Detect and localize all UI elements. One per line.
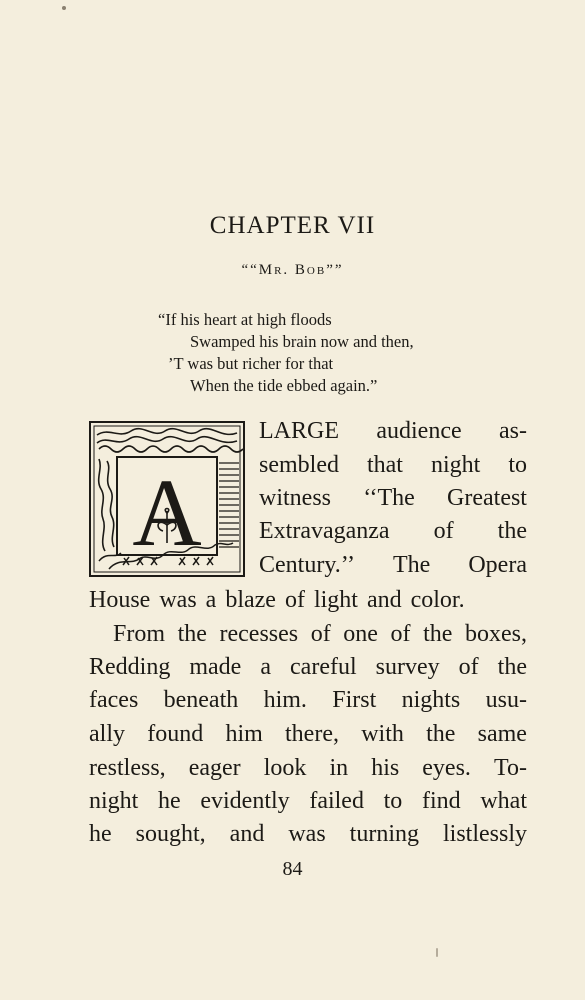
word: a	[260, 654, 271, 680]
drop-cap-letter: A	[132, 459, 202, 566]
word: The	[393, 552, 431, 578]
word: nights	[401, 687, 461, 713]
body-line	[89, 654, 527, 681]
word: and	[366, 587, 402, 613]
word: Opera	[468, 552, 527, 578]
word: the	[177, 621, 207, 647]
word: of	[458, 654, 479, 680]
body-line	[113, 621, 527, 648]
word: that	[366, 452, 403, 478]
word: in	[329, 755, 349, 781]
word: him	[225, 721, 263, 747]
word: light	[313, 587, 358, 613]
word: he	[89, 821, 112, 847]
word: what	[480, 788, 527, 814]
paper-speck	[436, 948, 438, 957]
word: to	[508, 452, 527, 478]
word: found	[147, 721, 204, 747]
page-number: 84	[282, 858, 303, 880]
word: eyes.	[422, 755, 471, 781]
epigraph-line: When the tide ebbed again.”	[190, 376, 378, 395]
word: Century.’’	[259, 552, 355, 578]
word: sought,	[135, 821, 206, 847]
body-line	[89, 821, 527, 848]
body-line	[89, 788, 527, 815]
word: ally	[89, 721, 125, 747]
word: same	[477, 721, 527, 747]
word: eager	[188, 755, 241, 781]
word: restless,	[89, 755, 166, 781]
word: to	[383, 788, 403, 814]
word: House	[89, 587, 151, 613]
word: the	[497, 518, 527, 544]
word: color.	[410, 587, 465, 613]
word: and	[229, 821, 265, 847]
body-line	[259, 418, 527, 445]
body-line	[259, 452, 527, 479]
word: of	[433, 518, 454, 544]
word: careful	[290, 654, 357, 680]
drop-cap	[89, 421, 245, 577]
word: he	[158, 788, 181, 814]
word: boxes,	[465, 621, 527, 647]
epigraph-line: Swamped his brain now and then,	[190, 332, 414, 351]
subtitle-text: r. Bob	[274, 262, 327, 278]
word: survey	[375, 654, 440, 680]
word: evidently	[200, 788, 290, 814]
word: night	[430, 452, 481, 478]
word: ‘‘The	[363, 485, 415, 511]
subtitle-close-quote: ””	[326, 262, 344, 278]
word: From	[113, 621, 166, 647]
subtitle-open-quote: ““M	[241, 262, 275, 278]
body-line	[259, 552, 527, 579]
word: made	[189, 654, 242, 680]
word: there,	[285, 721, 339, 747]
word: as-	[499, 418, 527, 444]
chapter-title: CHAPTER VII	[209, 212, 376, 239]
word: of	[284, 587, 305, 613]
word: Extravaganza	[259, 518, 390, 544]
word: find	[421, 788, 461, 814]
word: him.	[263, 687, 307, 713]
word: a	[205, 587, 217, 613]
body-line	[89, 755, 527, 782]
word: the	[497, 654, 527, 680]
epigraph-line: “If his heart at high floods	[158, 310, 332, 329]
word: First	[332, 687, 377, 713]
word: audience	[376, 418, 462, 444]
body-line	[89, 721, 527, 748]
word: sembled	[259, 452, 339, 478]
word: To-	[494, 755, 527, 781]
word: usu-	[485, 687, 527, 713]
word: LARGE	[259, 418, 339, 444]
word: of	[310, 621, 331, 647]
word: was	[159, 587, 197, 613]
word: recesses	[219, 621, 299, 647]
word: Redding	[89, 654, 171, 680]
word: Greatest	[447, 485, 527, 511]
body-line	[89, 687, 527, 714]
word: of	[390, 621, 411, 647]
chapter-subtitle	[0, 262, 585, 279]
drop-cap-ornament-icon	[89, 421, 245, 577]
word: his	[371, 755, 400, 781]
word: look	[263, 755, 307, 781]
body-line	[89, 587, 527, 614]
word: faces	[89, 687, 139, 713]
word: blaze	[225, 587, 276, 613]
paper-speck	[62, 6, 66, 10]
epigraph-line: ’T was but richer for that	[168, 354, 334, 373]
word: the	[423, 621, 453, 647]
word: with	[361, 721, 404, 747]
body-line	[259, 485, 527, 512]
word: the	[426, 721, 456, 747]
word: one	[343, 621, 378, 647]
word: turning	[349, 821, 419, 847]
word: listlessly	[442, 821, 527, 847]
word: night	[89, 788, 139, 814]
word: failed	[309, 788, 364, 814]
word: was	[288, 821, 326, 847]
word: witness	[259, 485, 331, 511]
body-line	[259, 518, 527, 545]
word: beneath	[163, 687, 239, 713]
